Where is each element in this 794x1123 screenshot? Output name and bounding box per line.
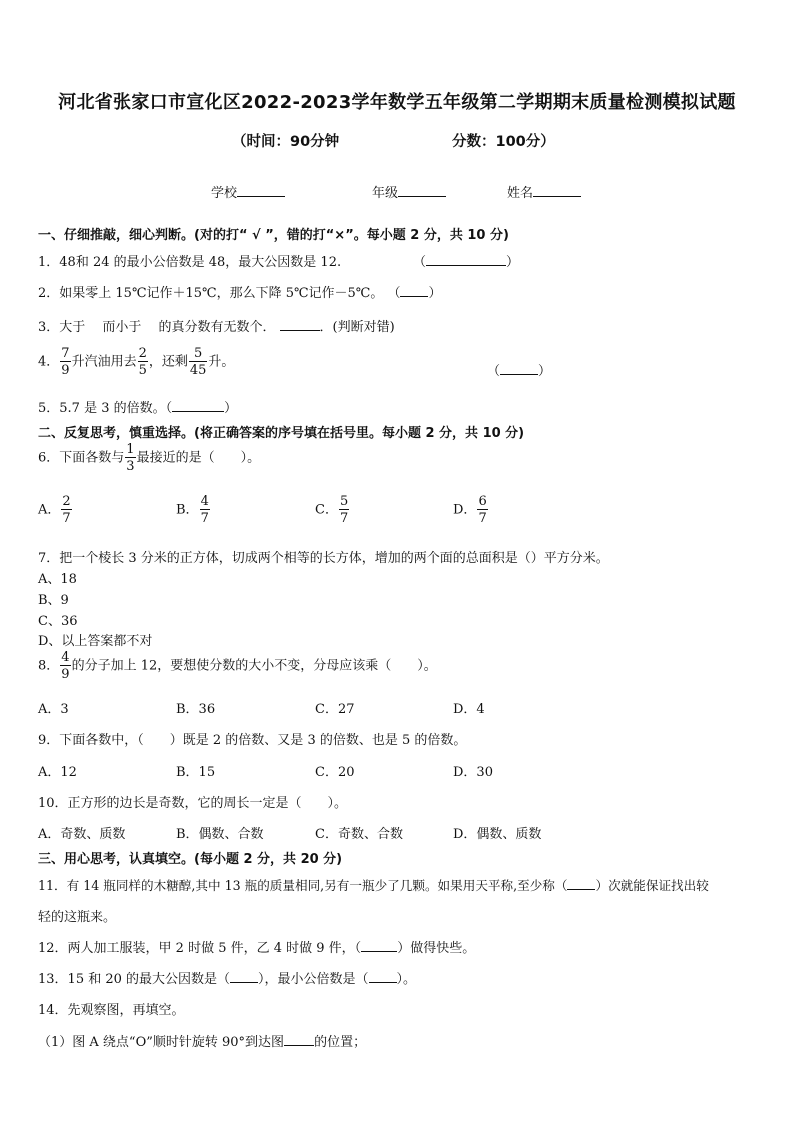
q8-option-c[interactable]: C．27: [315, 702, 355, 717]
section1-heading: 一、仔细推敲，细心判断。(对的打“ √ ”，错的打“×”。每小题 2 分，共 10 分): [38, 228, 509, 243]
q13-blank-2[interactable]: [369, 970, 397, 983]
page-title: 河北省张家口市宣化区2022-2023学年数学五年级第二学期期末质量检测模拟试题: [58, 92, 736, 113]
q1-answer[interactable]: [413, 251, 519, 270]
q4-text-2: ，还剩: [148, 354, 188, 370]
q8-den: 9: [61, 667, 70, 682]
q6-b-num: 4: [200, 494, 209, 509]
q6-b-fraction: [200, 495, 210, 525]
q14-1-text-b: 的位置；: [314, 1035, 367, 1050]
q10-option-b[interactable]: B．偶数、合数: [176, 827, 264, 842]
q6-fraction: [125, 443, 135, 473]
q12-blank[interactable]: [361, 939, 397, 952]
q8-prefix: 8．: [38, 658, 60, 674]
question-10: 10．正方形的边长是奇数，它的周长一定是（ ）。: [38, 796, 348, 811]
q1-paren-right: ）: [506, 255, 520, 270]
q8-option-d[interactable]: D．4: [453, 702, 485, 717]
q12-text-b: ）做得快些。: [397, 941, 476, 956]
q11-blank[interactable]: [567, 877, 595, 890]
school-label: 学校: [211, 186, 238, 201]
q10-option-c[interactable]: C．奇数、合数: [315, 827, 403, 842]
school-blank[interactable]: [237, 184, 285, 197]
q4-paren-left: （: [487, 364, 501, 379]
q4-fraction-2: [138, 347, 148, 377]
question-5: [38, 397, 237, 416]
question-4: [38, 347, 234, 377]
q6-d-num: 6: [478, 494, 487, 509]
question-13: [38, 968, 416, 987]
q7-option-b[interactable]: B、9: [38, 593, 69, 608]
q6-d-fraction: [477, 495, 487, 525]
question-1: 1．48和 24 的最小公倍数是 48，最大公因数是 12.: [38, 255, 342, 270]
q3-end: ．(判断对错): [319, 320, 395, 335]
q6-a-num: 2: [62, 494, 71, 509]
school-field[interactable]: [211, 182, 285, 201]
q4-f1-num: 7: [61, 346, 70, 361]
section3-heading: 三、用心思考，认真填空。(每小题 2 分，共 20 分): [38, 852, 343, 867]
q12-text-a: 12．两人加工服装，甲 2 时做 5 件，乙 4 时做 9 件，（: [38, 941, 362, 956]
grade-field[interactable]: [372, 182, 446, 201]
q6-suffix: 最接近的是（ ）。: [136, 450, 261, 466]
q4-f1-den: 9: [61, 363, 70, 378]
q4-fraction-3: [189, 347, 208, 377]
q13-blank-1[interactable]: [230, 970, 258, 983]
name-blank[interactable]: [533, 184, 581, 197]
q14-1-blank[interactable]: [284, 1033, 314, 1046]
q6-option-d[interactable]: [453, 495, 489, 525]
grade-blank[interactable]: [398, 184, 446, 197]
q4-f3-den: 45: [189, 363, 207, 378]
q8-option-a[interactable]: A．3: [38, 702, 69, 717]
q14-1-text-a: （1）图 A 绕点“O”顺时针旋转 90°到达图: [38, 1035, 285, 1050]
section2-heading: 二、反复思考，慎重选择。(将正确答案的序号填在括号里。每小题 2 分，共 10 分): [38, 426, 525, 441]
q7-option-d[interactable]: D、以上答案都不对: [38, 634, 153, 649]
q6-option-b[interactable]: [176, 495, 211, 525]
q11-continued: 轻的这瓶来。: [38, 910, 117, 925]
question-6: [38, 443, 260, 473]
q6-den: 3: [126, 459, 135, 474]
q14-part-1: [38, 1031, 366, 1050]
q6-c-den: 7: [339, 511, 349, 526]
q6-num: 1: [126, 442, 135, 457]
question-11: [38, 875, 709, 894]
q3-blank[interactable]: [280, 318, 320, 331]
q5-end: ）: [224, 401, 238, 416]
q4-paren-right: ）: [538, 364, 552, 379]
question-7: 7．把一个棱长 3 分米的正方体，切成两个相等的长方体，增加的两个面的总面积是（）平方分米。: [38, 551, 609, 566]
q6-a-label: A．: [38, 502, 61, 518]
name-label: 姓名: [507, 186, 534, 201]
q4-f2-den: 5: [138, 363, 147, 378]
q5-text: 5．5.7 是 3 的倍数。（: [38, 401, 173, 416]
q6-a-fraction: [61, 495, 71, 525]
exam-time: （时间：90分钟: [232, 134, 340, 150]
q9-option-c[interactable]: C．20: [315, 765, 355, 780]
q11-text-a: 11．有 14 瓶同样的木糖醇,其中 13 瓶的质量相同,另有一瓶少了几颗。如果用天平称,至少称（: [38, 878, 568, 893]
q10-option-d[interactable]: D．偶数、质数: [453, 827, 542, 842]
q9-option-b[interactable]: B．15: [176, 765, 216, 780]
q4-text-3: 升。: [208, 354, 235, 370]
question-8: [38, 651, 437, 681]
q6-b-den: 7: [200, 511, 209, 526]
q6-c-label: C．: [315, 502, 338, 518]
q6-d-label: D．: [453, 502, 477, 518]
q6-c-fraction: [339, 495, 349, 525]
q3-text: 3．大于 而小于 的真分数有无数个．: [38, 320, 276, 335]
q6-d-den: 7: [478, 511, 487, 526]
q8-num: 4: [61, 650, 70, 665]
q1-paren-left: （: [413, 255, 427, 270]
question-9: 9．下面各数中，（ ）既是 2 的倍数、又是 3 的倍数、也是 5 的倍数。: [38, 733, 467, 748]
q13-text-c: ）。: [396, 972, 417, 987]
q4-prefix: 4．: [38, 354, 60, 370]
q4-fraction-1: [60, 347, 70, 377]
q2-blank[interactable]: [400, 284, 428, 297]
q6-option-c[interactable]: [315, 495, 350, 525]
q4-text-1: 升汽油用去: [71, 354, 137, 370]
q9-option-d[interactable]: D．30: [453, 765, 493, 780]
grade-label: 年级: [372, 186, 399, 201]
q4-f2-num: 2: [138, 346, 147, 361]
question-2: [38, 282, 441, 301]
name-field[interactable]: [507, 182, 581, 201]
q8-option-b[interactable]: B．36: [176, 702, 216, 717]
q8-fraction: [60, 651, 70, 681]
q4-answer[interactable]: [487, 360, 551, 379]
q2-text: 2．如果零上 15℃记作＋15℃，那么下降 5℃记作－5℃。 （: [38, 286, 401, 301]
q10-option-a[interactable]: A．奇数、质数: [38, 827, 126, 842]
q6-option-a[interactable]: [38, 495, 73, 525]
question-12: [38, 937, 475, 956]
question-3: [38, 316, 395, 335]
question-14: 14．先观察图，再填空。: [38, 1003, 185, 1018]
q11-text-b: ）次就能保证找出较: [595, 878, 709, 893]
q6-a-den: 7: [62, 511, 71, 526]
q6-prefix: 6．下面各数与: [38, 450, 125, 466]
q4-f3-num: 5: [189, 347, 208, 362]
q13-text-b: ），最小公倍数是（: [258, 972, 369, 987]
q6-b-label: B．: [176, 502, 199, 518]
q2-end: ）: [428, 286, 442, 301]
q4-blank[interactable]: [500, 362, 538, 375]
q6-c-num: 5: [339, 494, 349, 509]
exam-score: 分数：100分）: [452, 134, 555, 150]
q8-suffix: 的分子加上 12，要想使分数的大小不变，分母应该乘（ ）。: [71, 658, 437, 674]
q9-option-a[interactable]: A．12: [38, 765, 77, 780]
q7-option-a[interactable]: A、18: [38, 572, 77, 587]
q5-blank[interactable]: [172, 399, 224, 412]
q1-blank[interactable]: [426, 253, 506, 266]
q7-option-c[interactable]: C、36: [38, 614, 78, 629]
q13-text-a: 13．15 和 20 的最大公因数是（: [38, 972, 231, 987]
